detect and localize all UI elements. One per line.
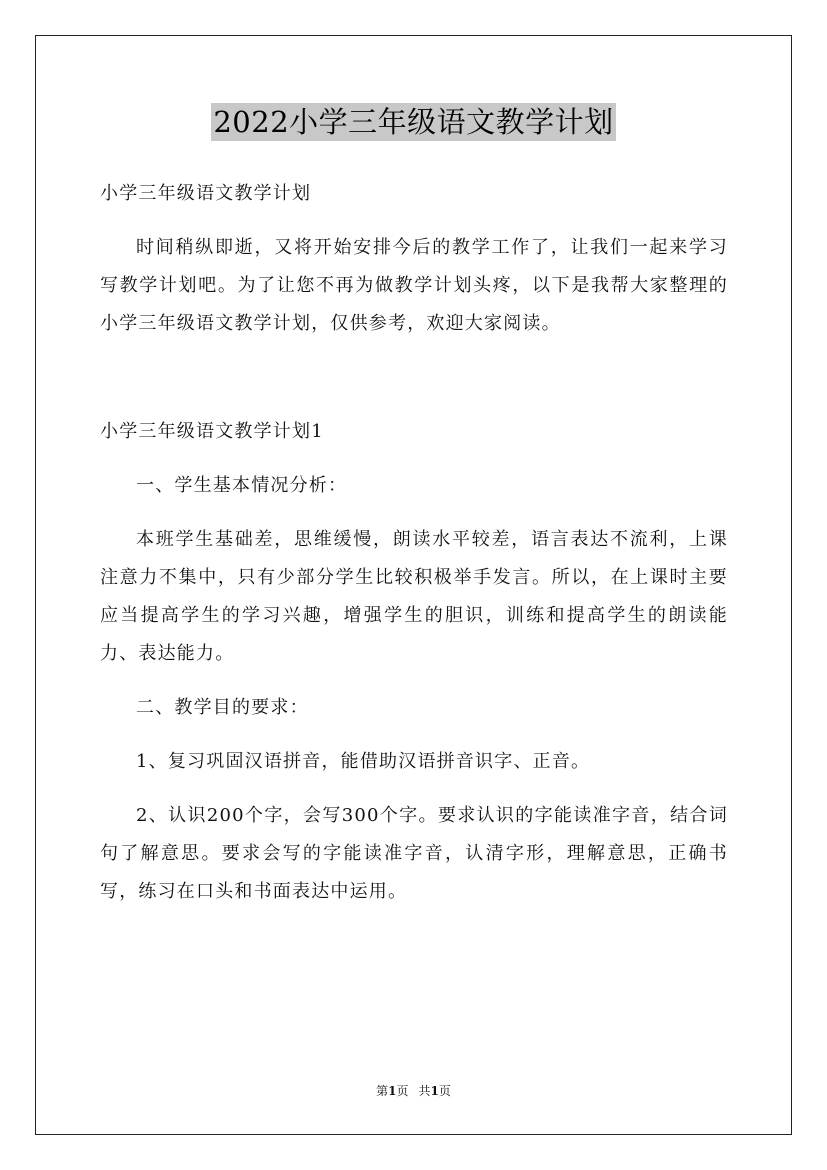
page-suffix: 页	[396, 1084, 409, 1098]
total-suffix: 页	[438, 1084, 451, 1098]
document-body	[100, 175, 728, 927]
document-subtitle: 小学三年级语文教学计划	[100, 183, 312, 204]
list-item-1: 1、复习巩固汉语拼音，能借助汉语拼音识字、正音。	[136, 751, 591, 772]
intro-paragraph: 时间稍纵即逝，又将开始安排今后的教学工作了，让我们一起来学习写教学计划吧。为了让您不再为做教学计划头疼，以下是我帮大家整理的小学三年级语文教学计划，仅供参考，欢迎大家阅读。	[100, 237, 728, 334]
page-prefix: 第	[376, 1084, 389, 1098]
page-footer	[0, 1083, 827, 1099]
section1-heading: 一、学生基本情况分析：	[136, 475, 348, 496]
list-item-2: 2、认识200个字，会写300个字。要求认识的字能读准字音，结合词句了解意思。要求会写的字能读准字音，认清字形，理解意思，正确书写，练习在口头和书面表达中运用。	[100, 805, 728, 902]
section2-heading: 二、教学目的要求：	[136, 697, 309, 718]
page-number: 1	[388, 1084, 397, 1098]
title-wrap	[0, 103, 827, 141]
total-prefix: 共	[418, 1084, 431, 1098]
document-title: 2022小学三年级语文教学计划	[213, 105, 614, 139]
section1-body: 本班学生基础差，思维缓慢，朗读水平较差，语言表达不流利，上课注意力不集中，只有少部分学生比较积极举手发言。所以，在上课时主要应当提高学生的学习兴趣，增强学生的胆识，训练和提高学生的朗读能力、表达能力。	[100, 529, 728, 664]
section-heading: 小学三年级语文教学计划1	[100, 421, 324, 442]
total-number: 1	[430, 1084, 439, 1098]
